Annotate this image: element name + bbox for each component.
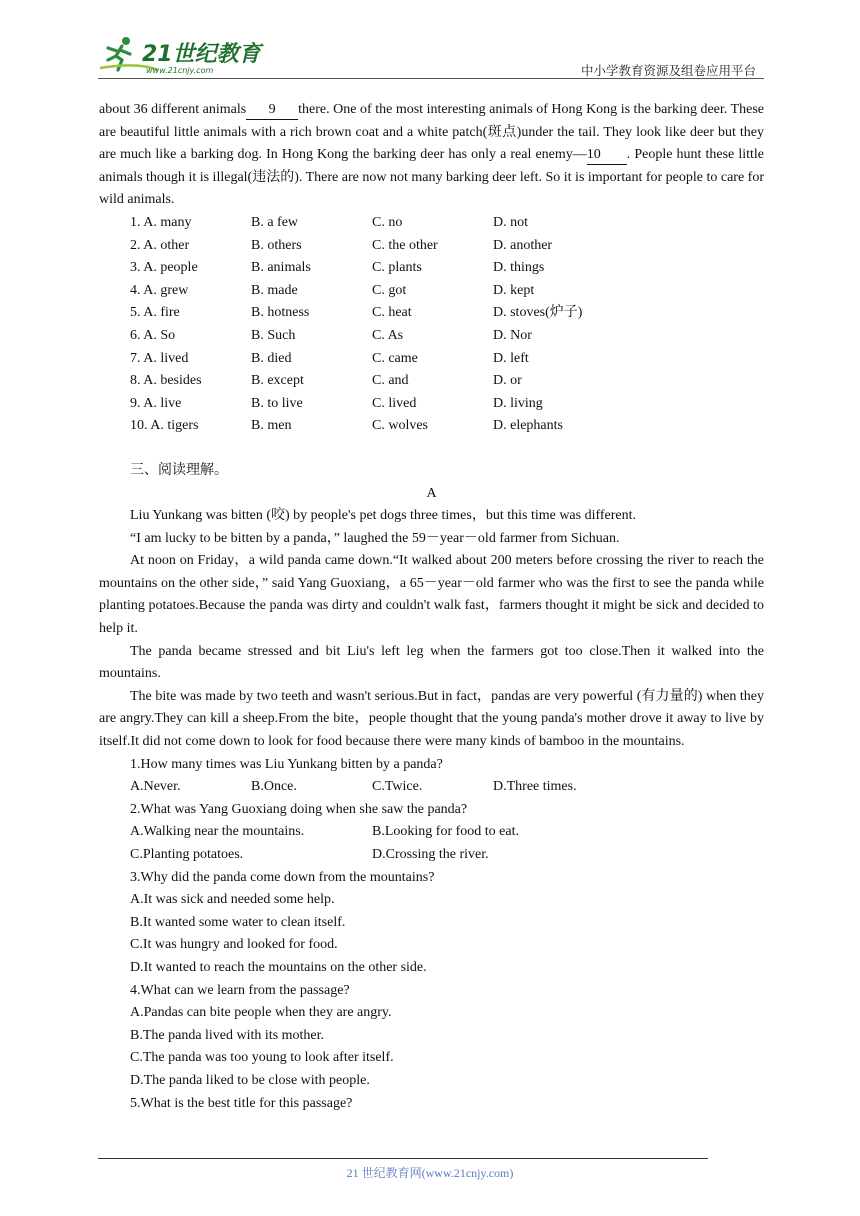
option: C. the other xyxy=(372,237,438,253)
logo-url: www.21cnjy.com xyxy=(146,66,214,75)
option-row xyxy=(99,325,764,348)
option: D. things xyxy=(493,260,545,276)
option: C. got xyxy=(372,282,407,298)
option: B. hotness xyxy=(251,305,310,321)
question-5: 5.What is the best title for this passage? xyxy=(130,1095,353,1111)
question-2-options xyxy=(99,821,764,844)
answer-option: B.Looking for food to eat. xyxy=(372,824,519,840)
answer-option: B.It wanted some water to clean itself. xyxy=(130,914,346,930)
option: 4. A. grew xyxy=(130,282,189,298)
option: D. living xyxy=(493,395,543,411)
option: D. or xyxy=(493,373,522,389)
option: D. another xyxy=(493,237,553,253)
option-row xyxy=(99,280,764,303)
option: C. As xyxy=(372,327,404,343)
answer-option: A.It was sick and needed some help. xyxy=(130,892,335,908)
option: B. made xyxy=(251,282,298,298)
blank-10: 10 xyxy=(587,146,627,165)
option: C. heat xyxy=(372,305,412,321)
option: C. no xyxy=(372,214,403,230)
option: 1. A. many xyxy=(130,214,192,230)
option: 7. A. lived xyxy=(130,350,189,366)
option: B. except xyxy=(251,373,304,389)
question-1: 1.How many times was Liu Yunkang bitten by a panda? xyxy=(130,756,443,772)
option-row xyxy=(99,212,764,235)
cloze-text: about 36 different animals xyxy=(99,102,247,117)
answer-option: D.Crossing the river. xyxy=(372,847,489,862)
option: 3. A. people xyxy=(130,260,198,276)
option: D. not xyxy=(493,214,528,230)
option-row xyxy=(99,257,764,280)
option-row xyxy=(99,415,764,438)
question-2-options xyxy=(99,844,764,867)
section-title: 三、阅读理解。 xyxy=(130,462,228,478)
option: B. animals xyxy=(251,260,311,276)
option-row xyxy=(99,302,764,325)
option: C. wolves xyxy=(372,418,428,434)
page-footer: 21 世纪教育网(www.21cnjy.com) xyxy=(346,1166,514,1180)
question-3: 3.Why did the panda come down from the mountains? xyxy=(130,869,435,885)
option: 2. A. other xyxy=(130,237,190,253)
answer-option: A.Never. xyxy=(130,779,181,795)
answer-option: D.The panda liked to be close with people. xyxy=(130,1072,370,1088)
option: C. and xyxy=(372,373,409,389)
option: D. elephants xyxy=(493,418,563,434)
answer-option: C.It was hungry and looked for food. xyxy=(130,937,338,953)
site-logo xyxy=(98,34,268,76)
answer-option: C.Planting potatoes. xyxy=(130,847,244,862)
answer-option: C.The panda was too young to look after itself. xyxy=(130,1050,394,1066)
reading-paragraph: The panda became stressed and bit Liu's left leg when the farmers got too close.Then it walked into the mountains. xyxy=(99,643,764,682)
reading-paragraph: The bite was made by two teeth and wasn't serious.But in fact，pandas are very powerful (有力量的) when they are angry.They can kill a sheep.From the bite，people thought that the young panda's mother drove it away to live by itself.It did not come down to look for food because there were many kinds of bamboo in the mountains. xyxy=(99,688,764,750)
answer-option: C.Twice. xyxy=(372,779,423,795)
option: C. plants xyxy=(372,260,422,276)
reading-paragraph: At noon on Friday，a wild panda came down.“It walked about 200 meters before crossing the river to reach the mountains on the other side，” said Yang Guoxiang，a 65－year－old farmer who was the first to see the panda while planting potatoes.Because the panda was dirty and couldn't walk fast，farmers thought it might be sick and decided to help it. xyxy=(99,553,764,637)
reading-paragraph: Liu Yunkang was bitten (咬) by people's pet dogs three times，but this time was different. xyxy=(130,508,637,524)
option: 8. A. besides xyxy=(130,373,202,389)
option: 5. A. fire xyxy=(130,305,180,321)
option: B. died xyxy=(251,350,292,366)
option: 6. A. So xyxy=(130,327,176,343)
option: B. to live xyxy=(251,395,303,411)
header-slogan: 中小学教育资源及组卷应用平台 xyxy=(580,64,756,78)
cloze-options xyxy=(99,212,764,438)
header-divider xyxy=(98,78,764,79)
footer-divider xyxy=(98,1158,708,1159)
option: C. came xyxy=(372,350,418,366)
blank-9: 9 xyxy=(246,101,298,120)
question-1-options xyxy=(99,776,764,799)
option: D. stoves(炉子) xyxy=(493,305,583,321)
logo-text: 21世纪教育 xyxy=(142,42,261,67)
option: D. Nor xyxy=(493,327,532,343)
answer-option: B.The panda lived with its mother. xyxy=(130,1027,325,1043)
passage-letter: A xyxy=(426,485,437,501)
option: B. Such xyxy=(251,327,296,343)
option-row xyxy=(99,370,764,393)
answer-option: A.Walking near the mountains. xyxy=(130,824,305,840)
option-row xyxy=(99,235,764,258)
page-header xyxy=(98,30,764,78)
answer-option: D.Three times. xyxy=(493,779,577,795)
spacer xyxy=(99,438,764,460)
cloze-text: there. One of the most interesting animals of Hong Kong is the barking deer. These are beautiful little animals with a rich brown coat and a white patch(斑点)under the tail. They look like deer but they are much like a barking dog. In Hong Kong the barking deer has only a real enemy— xyxy=(99,102,764,163)
option: B. men xyxy=(251,418,292,434)
option: 9. A. live xyxy=(130,395,182,411)
option: 10. A. tigers xyxy=(130,418,199,434)
answer-option: A.Pandas can bite people when they are angry. xyxy=(130,1005,392,1021)
option: D. left xyxy=(493,350,529,366)
option: D. kept xyxy=(493,282,535,298)
option-row xyxy=(99,393,764,416)
question-2: 2.What was Yang Guoxiang doing when she saw the panda? xyxy=(130,801,468,817)
option: B. others xyxy=(251,237,302,253)
option-row xyxy=(99,348,764,371)
option: C. lived xyxy=(372,395,417,411)
cloze-passage-end xyxy=(99,99,764,212)
page-content xyxy=(99,99,764,1115)
answer-option: D.It wanted to reach the mountains on the other side. xyxy=(130,959,427,975)
option: B. a few xyxy=(251,214,299,230)
question-4: 4.What can we learn from the passage? xyxy=(130,982,350,998)
answer-option: B.Once. xyxy=(251,779,297,795)
reading-paragraph: “I am lucky to be bitten by a panda，” laughed the 59－year－old farmer from Sichuan. xyxy=(130,530,620,546)
cloze-text: . People hunt these little animals though it is illegal(违法的). There are now not many barking deer left. So it is important for people to care for wild animals. xyxy=(99,147,765,208)
